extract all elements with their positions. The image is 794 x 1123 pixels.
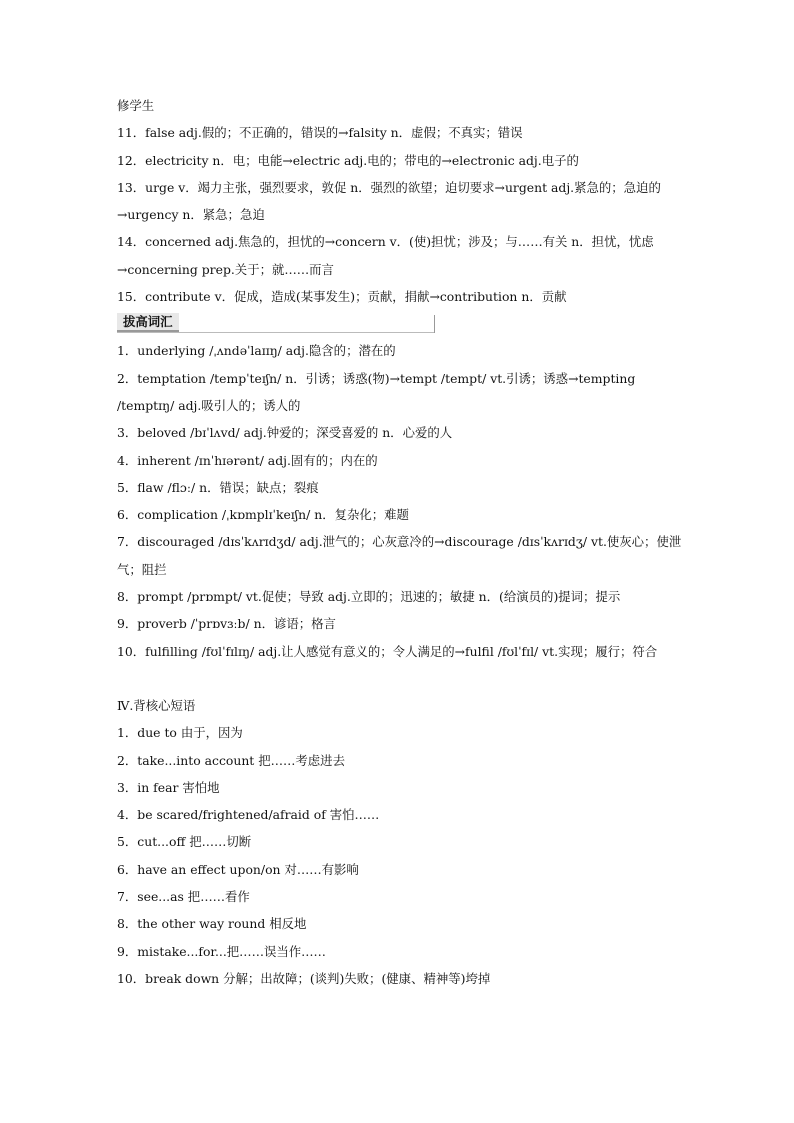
phrase-item-4: 4．be scared/frightened/afraid of 害怕…… [117, 807, 380, 823]
phrase-item-9: 9．mistake...for...把……误当作…… [117, 943, 326, 959]
section-header-rule [117, 332, 435, 333]
vocab-item-12: 12．electricity n．电；电能→electric adj.电的；带电的→electronic adj.电子的 [117, 152, 579, 168]
advanced-item-3: 3．beloved /bɪˈlʌvd/ adj.钟爱的；深受喜爱的 n．心爱的人 [117, 425, 453, 441]
spacer [117, 665, 682, 692]
section-header-advanced-vocab [117, 313, 435, 333]
phrase-item-7: 7．see...as 把……看作 [117, 889, 250, 905]
vocab-item-11: 11．false adj.假的；不正确的，错误的→falsity n．虚假；不真实；错误 [117, 125, 523, 141]
phrase-item-3: 3．in fear 害怕地 [117, 779, 220, 795]
advanced-item-6: 6．complication /ˌkɒmplɪˈkeɪʃn/ n．复杂化；难题 [117, 507, 409, 523]
section-header-tick [434, 315, 435, 333]
vocab-list-core [117, 119, 682, 310]
phrase-item-1: 1．due to 由于，因为 [117, 725, 243, 741]
advanced-item-10: 10．fulfilling /fʊlˈfɪlɪŋ/ adj.让人感觉有意义的；令人满足的→fulfil /fʊlˈfɪl/ vt.实现；履行；符合 [117, 643, 658, 659]
vocab-item-13: 13．urge v．竭力主张，强烈要求，敦促 n．强烈的欲望；迫切要求→urgent adj.紧急的；急迫的→urgency n．紧急；急迫 [117, 179, 661, 223]
phrase-list [117, 719, 682, 992]
vocab-item-15: 15．contribute v．促成，造成(某事发生)；贡献，捐献→contribution n．贡献 [117, 289, 567, 305]
advanced-item-5: 5．flaw /flɔː/ n．错误；缺点；裂痕 [117, 479, 319, 495]
phrase-item-2: 2．take...into account 把……考虑进去 [117, 752, 345, 768]
top-fragment: 修学生 [117, 98, 155, 113]
phrase-item-6: 6．have an effect upon/on 对……有影响 [117, 861, 359, 877]
document-page [117, 92, 682, 992]
advanced-item-1: 1．underlying /ˌʌndəˈlaɪɪŋ/ adj.隐含的；潜在的 [117, 343, 396, 359]
advanced-item-2: 2．temptation /tempˈteɪʃn/ n．引诱；诱惑(物)→tempt /tempt/ vt.引诱；诱惑→tempting /temptɪŋ/ adj.吸引人的；诱人的 [117, 370, 636, 413]
phrase-item-10: 10．break down 分解；出故障；(谈判)失败；(健康、精神等)垮掉 [117, 970, 491, 986]
advanced-item-9: 9．proverb /ˈprɒvɜːb/ n．谚语；格言 [117, 616, 336, 632]
phrase-item-5: 5．cut...off 把……切断 [117, 834, 252, 850]
section-title-advanced-vocab: 拔高词汇 [117, 313, 179, 332]
vocab-item-14: 14．concerned adj.焦急的，担忧的→concern v．(使)担忧；涉及；与……有关 n．担忧，忧虑→concerning prep.关于；就……而言 [117, 234, 654, 277]
section-title-core-phrases: Ⅳ.背核心短语 [117, 697, 196, 713]
advanced-item-4: 4．inherent /ɪnˈhɪərənt/ adj.固有的；内在的 [117, 452, 378, 468]
phrase-item-8: 8．the other way round 相反地 [117, 916, 307, 932]
vocab-list-advanced [117, 337, 682, 665]
advanced-item-8: 8．prompt /prɒmpt/ vt.促使；导致 adj.立即的；迅速的；敏捷 n．(给演员的)提词；提示 [117, 589, 621, 605]
advanced-item-7: 7．discouraged /dɪsˈkʌrɪdʒd/ adj.泄气的；心灰意冷的→discourage /dɪsˈkʌrɪdʒ/ vt.使灰心；使泄气；阻拦 [117, 534, 682, 577]
